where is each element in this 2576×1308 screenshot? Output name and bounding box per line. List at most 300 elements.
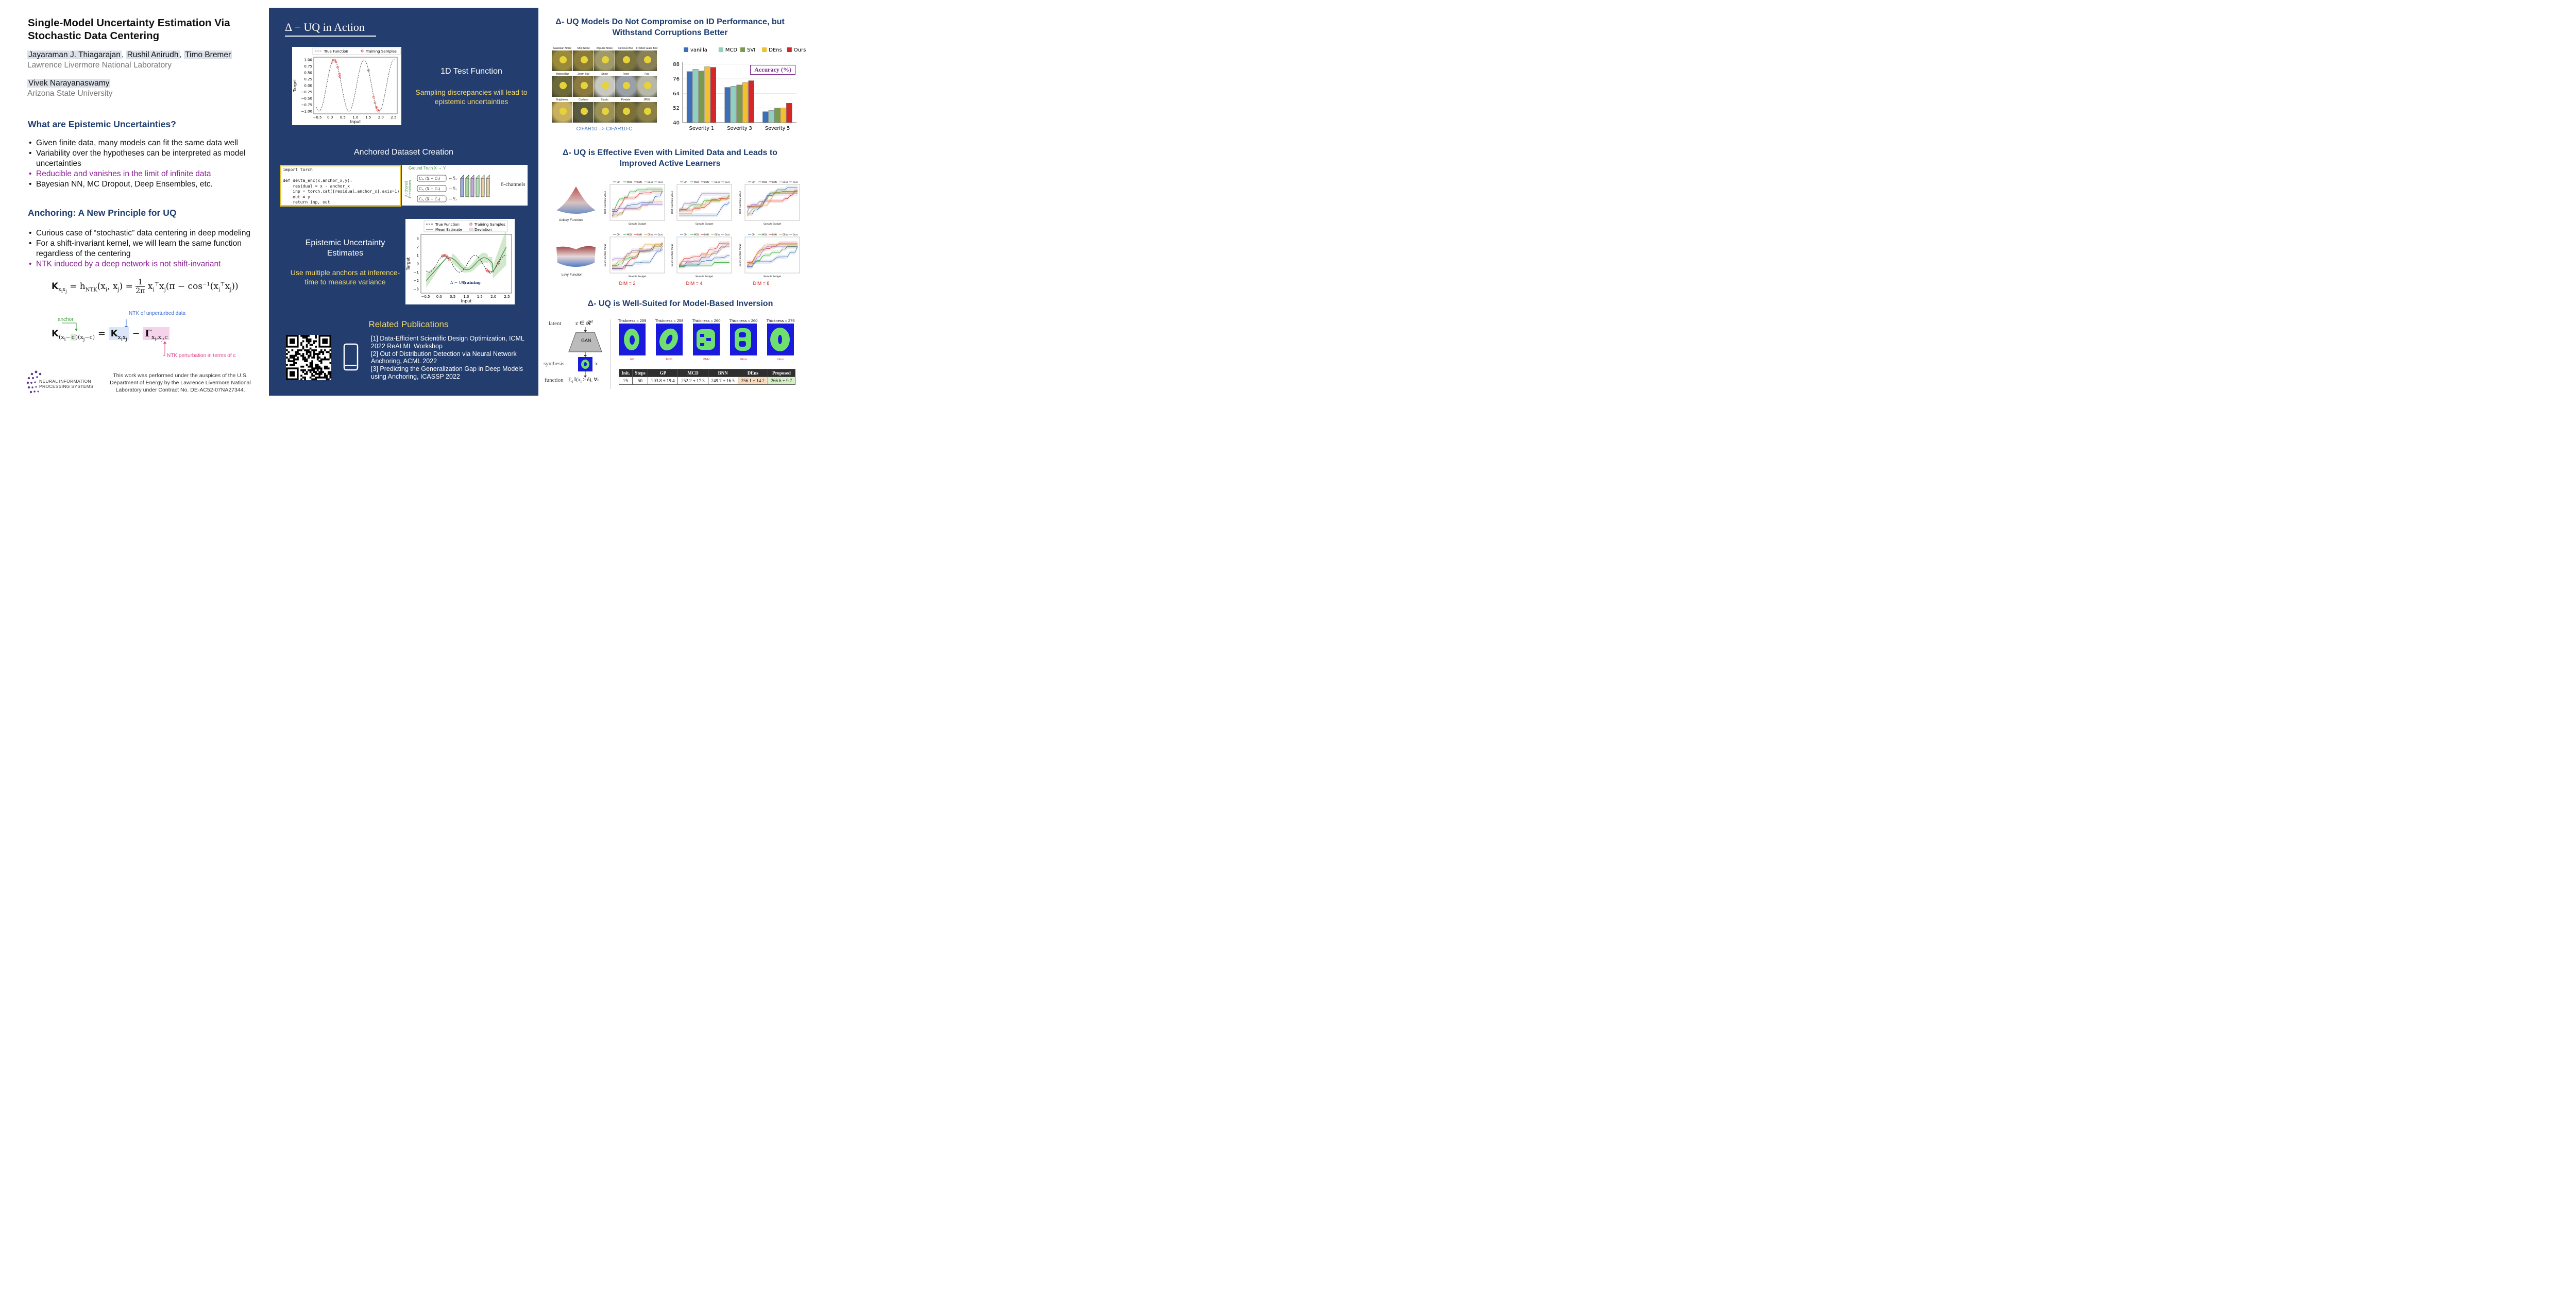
legend-label: MCD [725, 47, 738, 53]
bar [731, 86, 736, 123]
qr-module [288, 360, 290, 362]
qr-module [324, 359, 326, 361]
qr-module [317, 373, 319, 375]
qr-module [310, 338, 312, 341]
legend-train-label: Training Samples [366, 49, 397, 54]
corruption-label: Pixelate [621, 98, 631, 101]
qr-module [326, 375, 328, 377]
section-heading-epistemic: What are Epistemic Uncertainties? [28, 119, 176, 129]
bar [693, 69, 699, 123]
qr-module [293, 362, 295, 364]
qr-module [328, 378, 330, 380]
qr-module [292, 360, 294, 362]
qr-module [300, 378, 302, 380]
qr-code-icon [286, 335, 331, 380]
table-cell: 256.1 ± 14.2 [738, 377, 768, 385]
qr-module [318, 371, 320, 373]
legend-label: Ours [793, 233, 798, 236]
y-tick-label: 64 [673, 91, 680, 97]
legend-swatch [719, 47, 723, 52]
qr-module [322, 359, 324, 361]
inv-function-formula: $\sum_i$ $𝕀(x_i > \delta)$, ∀i [568, 377, 599, 384]
legend-label: BNN [772, 181, 777, 183]
y-tick-label: −1.00 [301, 109, 312, 114]
thickness-label: Thickness = 276 [766, 318, 795, 323]
corruption-thumbnail [552, 102, 572, 123]
qr-module [306, 335, 308, 337]
active-learning-plot [603, 179, 667, 227]
x-tick-label: 0.5 [450, 295, 456, 299]
qr-module [311, 360, 313, 362]
qr-module [310, 348, 312, 350]
qr-module [295, 362, 297, 364]
method-label: BNN [703, 358, 709, 361]
ackley-surface-icon [555, 184, 597, 217]
latent-space-label: z ∈ 𝓡$^d$ [575, 319, 593, 327]
corruption-thumbnail [573, 76, 594, 97]
heading-underline [285, 36, 376, 37]
qr-module [310, 353, 312, 355]
anchoring-bullets [29, 228, 261, 269]
corruption-label: Snow [601, 73, 608, 76]
legend-label: DEns [715, 181, 720, 183]
legend-dev-patch [469, 228, 473, 231]
digit-shape [656, 324, 683, 355]
test-function-title: 1D Test Function [440, 67, 502, 76]
uncertainty-plot [405, 219, 515, 304]
table-header: BNN [708, 369, 738, 377]
y-tick-label: −0.25 [301, 90, 312, 94]
qr-module [328, 373, 330, 375]
legend-dev-label: Deviation [474, 228, 492, 232]
author-2[interactable]: Rushil Anirudh [127, 50, 179, 59]
qr-module [302, 366, 304, 368]
qr-module [320, 373, 323, 375]
legend-true-label: True Function [324, 49, 348, 54]
table-header: MCD [678, 369, 708, 377]
qr-module [326, 359, 328, 361]
ackley-label: Ackley Function [559, 218, 583, 222]
qr-module [295, 355, 297, 357]
table-header: Init. [619, 369, 633, 377]
y-axis-label: Best Function Value [671, 191, 674, 214]
qr-module [304, 349, 306, 351]
corruption-thumbnail [552, 76, 572, 97]
qr-code[interactable] [286, 335, 331, 380]
svg-text:C₂, (X − C₂): C₂, (X − C₂) [419, 187, 440, 191]
qr-module [328, 351, 330, 353]
qr-module [311, 375, 313, 377]
qr-module [313, 371, 315, 373]
code-snippet: import torch def delta_enc(x,anchor_x,y): residual = x - anchor_x inp = torch.cat([residual,anchor_x],axis=1) out = y return inp, out [280, 165, 401, 207]
legend-label: DEns [648, 181, 653, 183]
svg-text:→ Ŷ₃: → Ŷ₃ [449, 197, 457, 201]
qr-module [304, 377, 306, 379]
svg-text:→ Ŷ₂: → Ŷ₂ [449, 187, 457, 191]
y-tick-label: 1 [416, 253, 419, 258]
x-tick-label: Severity 1 [689, 126, 714, 131]
qr-module [313, 378, 315, 380]
corruption-label: Gaussian Noise [553, 47, 572, 50]
author-3[interactable]: Timo Bremer [185, 50, 231, 59]
legend-label: GP [617, 233, 620, 236]
qr-module [322, 371, 324, 373]
qr-module [308, 366, 310, 368]
qr-module [304, 356, 306, 359]
training-sample-point [485, 268, 487, 270]
x-axis-label: Input [461, 299, 472, 303]
legend-train-label: Training Samples [474, 223, 505, 227]
qr-module [320, 371, 323, 373]
inverted-digit-image [619, 324, 646, 355]
qr-module [310, 366, 312, 368]
qr-module [317, 353, 319, 355]
qr-module [329, 349, 331, 351]
qr-module [310, 344, 312, 346]
bullet: • Given finite data, many models can fit the same data well [29, 138, 261, 148]
affiliation-llnl: Lawrence Livermore National Laboratory [27, 61, 172, 70]
qr-finder [322, 338, 328, 344]
qr-module [311, 349, 313, 351]
corruption-thumbnail [573, 50, 594, 71]
inv-function-label: function [545, 377, 564, 383]
qr-module [300, 335, 302, 337]
legend-label: Ours [793, 47, 806, 53]
training-tag: Training [462, 280, 481, 285]
active-learning-plot [603, 232, 667, 279]
x-tick-label: 0.0 [327, 115, 333, 120]
qr-finder [290, 371, 295, 377]
corruption-thumbnail [594, 50, 615, 71]
qr-module [326, 351, 328, 353]
qr-module [306, 364, 308, 366]
qr-module [324, 377, 326, 379]
qr-module [290, 356, 292, 359]
y-tick-label: 40 [673, 120, 680, 126]
qr-module [306, 346, 308, 348]
y-axis-label: Best Function Value [604, 243, 607, 267]
corruption-label: JPEG [643, 98, 651, 101]
qr-module [328, 359, 330, 361]
bar [725, 88, 731, 123]
legend-label: Ours [725, 233, 730, 236]
qr-module [300, 355, 302, 357]
qr-module [304, 369, 306, 371]
x-axis-label: Sample Budget [763, 276, 782, 278]
x-tick-label: 1.5 [365, 115, 371, 120]
qr-module [288, 351, 290, 353]
qr-module [304, 335, 306, 337]
x-tick-label: Severity 3 [727, 126, 752, 131]
qr-module [306, 373, 308, 375]
ntk-unperturbed-annotation: NTK of unperturbed data [129, 311, 186, 316]
qr-module [317, 377, 319, 379]
delta-uq-tag: Δ − UQ [450, 280, 465, 285]
bullet: • Variability over the hypotheses can be interpreted as model uncertainties [29, 148, 261, 169]
qr-module [306, 344, 308, 346]
qr-module [304, 360, 306, 362]
qr-module [310, 355, 312, 357]
y-tick-label: 0 [416, 262, 419, 266]
qr-module [310, 364, 312, 366]
legend-label: Ours [725, 181, 730, 183]
legend-label: BNN [637, 181, 642, 183]
qr-module [297, 359, 299, 361]
qr-module [306, 353, 308, 355]
y-tick-label: 1.00 [304, 58, 312, 62]
qr-module [299, 349, 301, 351]
qr-module [318, 367, 320, 369]
legend-label: MCD [762, 181, 767, 183]
qr-module [318, 377, 320, 379]
bar [699, 71, 704, 123]
x-axis-label: Sample Budget [695, 223, 714, 226]
epistemic-bullets [29, 138, 261, 190]
active-learning-plot [738, 179, 802, 227]
qr-module [308, 369, 310, 371]
bullet: • Curious case of “stochastic” data centering in deep modeling [29, 228, 261, 239]
qr-module [317, 369, 319, 371]
inverted-digit-image [656, 324, 683, 355]
corruption-thumbnail [615, 102, 636, 123]
qr-module [304, 337, 306, 339]
y-tick-label: 52 [673, 106, 680, 112]
publication-item[interactable]: [3] Predicting the Generalization Gap in Deep Models using Anchoring, ICASSP 2022 [371, 365, 523, 380]
right-heading-3: Δ- UQ is Well-Suited for Model-Based Inversion [587, 299, 773, 308]
qr-finder [290, 338, 295, 344]
qr-module [324, 356, 326, 359]
legend-label: DEns [783, 181, 788, 183]
x-tick-label: 2.5 [391, 115, 397, 120]
y-axis-label: Best Function Value [739, 243, 742, 267]
bar [774, 108, 780, 123]
qr-module [292, 349, 294, 351]
legend-swatch [740, 47, 745, 52]
qr-module [320, 359, 323, 361]
epistemic-desc: Use multiple anchors at inference-time to measure variance [290, 268, 400, 286]
ntk-equation: $K_{x_ix_j} = h_{NTK}(x_i$, $x_j$) = $\frac{1}{2\pi}$ $x_i^⊤x_j(\pi - \cos^{-1}(x_i^⊤x_j))$ [52, 278, 239, 295]
qr-module [317, 359, 319, 361]
legend-mean-label: Mean Estimate [435, 228, 463, 232]
corruption-thumbnail [615, 50, 636, 71]
y-tick-label: 0.75 [304, 64, 312, 69]
anchored-diagram [402, 165, 528, 206]
publication-item[interactable]: [1] Data-Efficient Scientific Design Optimization, ICML 2022 ReALML Workshop [371, 335, 524, 350]
svg-text:C₁, (X − C₁): C₁, (X − C₁) [419, 177, 440, 181]
qr-module [329, 373, 331, 375]
inv-synthesis-label: synthesis [544, 361, 565, 367]
qr-module [311, 364, 313, 366]
qr-module [292, 356, 294, 359]
bullet-highlight: • Reducible and vanishes in the limit of infinite data [29, 169, 261, 179]
qr-module [308, 338, 310, 341]
levy-label: Levy Function [562, 273, 583, 277]
qr-module [313, 353, 315, 355]
qr-module [315, 349, 317, 351]
bar [710, 67, 716, 123]
qr-module [315, 367, 317, 369]
qr-module [300, 369, 302, 371]
qr-module [315, 353, 317, 355]
qr-module [315, 373, 317, 375]
legend-label: GP [752, 233, 755, 236]
publication-item[interactable]: [2] Out of Distribution Detection via Neural Network Anchoring, ACML 2022 [371, 350, 517, 365]
qr-module [318, 375, 320, 377]
legend-swatch [787, 47, 792, 52]
x-tick-label: −0.5 [421, 295, 430, 299]
method-label: DEns [740, 358, 747, 361]
qr-module [324, 349, 326, 351]
qr-module [306, 349, 308, 351]
qr-module [329, 375, 331, 377]
affiliation-asu: Arizona State University [27, 89, 113, 98]
corruption-thumbnail [636, 102, 657, 123]
x-axis-label: Sample Budget [628, 276, 647, 278]
corruption-label: Elastic [601, 98, 608, 101]
author-1[interactable]: Jayaraman J. Thiagarajan [28, 50, 121, 59]
qr-module [315, 364, 317, 366]
corruption-label: Contrast [579, 98, 588, 101]
author-4[interactable]: Vivek Narayanaswamy [28, 79, 110, 88]
x-tick-label: 1.0 [463, 295, 469, 299]
y-tick-label: 76 [673, 76, 680, 82]
corruption-label: Zoom Blur [577, 73, 590, 76]
publications-title: Related Publications [368, 319, 449, 329]
dim-label: DIM = 2 [619, 281, 636, 286]
qr-module [313, 375, 315, 377]
ntk-perturbation-annotation: NTK perturbation in terms of c [167, 353, 236, 359]
table-header: Steps [632, 369, 648, 377]
table-header: Proposed [768, 369, 795, 377]
inversion-results-table [619, 369, 795, 385]
qr-module [318, 373, 320, 375]
uncertainty-plot-svg [405, 219, 515, 304]
qr-module [308, 351, 310, 353]
qr-module [315, 346, 317, 348]
bar [737, 85, 742, 123]
qr-module [311, 356, 313, 359]
y-axis-label: Best Function Value [671, 243, 674, 267]
method-label: Ours [777, 358, 784, 361]
x-axis-label: Sample Budget [628, 223, 647, 226]
paper-title: Single-Model Uncertainty Estimation Via Stochastic Data Centering [28, 17, 230, 42]
qr-module [302, 337, 304, 339]
qr-module [302, 359, 304, 361]
qr-module [300, 344, 302, 346]
thickness-label: Thickness = 258 [655, 318, 684, 323]
bar [705, 66, 710, 123]
qr-module [302, 371, 304, 373]
corruption-label: Fog [645, 73, 649, 76]
qr-module [306, 337, 308, 339]
digit-shape [693, 324, 720, 355]
qr-module [328, 367, 330, 369]
corruption-label: Frost [622, 73, 629, 76]
active-learning-plot [670, 232, 734, 279]
inversion-divider [610, 319, 611, 389]
x-tick-label: 1.0 [352, 115, 359, 120]
table-cell: 266.6 ± 9.7 [768, 377, 795, 385]
publications-list [371, 335, 528, 381]
right-heading-2: Δ- UQ is Effective Even with Limited Data and Leads to Improved Active Learners [563, 148, 777, 168]
qr-module [315, 337, 317, 339]
qr-module [300, 366, 302, 368]
qr-module [313, 355, 315, 357]
y-tick-label: −2 [413, 279, 419, 283]
y-tick-label: 0.00 [304, 83, 312, 88]
qr-module [288, 359, 290, 361]
qr-module [324, 373, 326, 375]
x-axis-label: Sample Budget [763, 223, 782, 226]
qr-module [311, 378, 313, 380]
qr-module [290, 364, 292, 366]
legend-label: Ours [793, 181, 798, 183]
qr-module [293, 360, 295, 362]
bar [687, 72, 692, 123]
qr-module [326, 367, 328, 369]
qr-module [295, 353, 297, 355]
qr-module [290, 360, 292, 362]
qr-module [308, 335, 310, 337]
bar [781, 108, 786, 123]
legend-label: MCD [627, 233, 632, 236]
y-axis-label: Best Function Value [739, 191, 742, 214]
ground-truth-label: Ground Truth X → Y [409, 166, 446, 171]
qr-module [326, 378, 328, 380]
qr-module [317, 355, 319, 357]
qr-module [315, 366, 317, 368]
x-tick-label: 2.0 [378, 115, 384, 120]
corruption-thumbnail [573, 102, 594, 123]
x-axis-label: Sample Budget [695, 276, 714, 278]
bar [769, 110, 774, 123]
x-tick-label: 2.0 [490, 295, 497, 299]
x-tick-label: 1.5 [477, 295, 483, 299]
qr-module [313, 349, 315, 351]
qr-module [297, 349, 299, 351]
qr-module [308, 341, 310, 343]
method-label: GP [630, 358, 634, 361]
qr-module [315, 378, 317, 380]
qr-module [320, 351, 323, 353]
corruption-grid [552, 47, 658, 123]
qr-module [329, 362, 331, 364]
section-heading-anchoring: Anchoring: A New Principle for UQ [28, 208, 177, 218]
legend-label: BNN [704, 233, 709, 236]
qr-module [306, 371, 308, 373]
thickness-label: Thickness = 260 [729, 318, 758, 323]
qr-module [318, 356, 320, 359]
qr-module [308, 355, 310, 357]
qr-module [317, 367, 319, 369]
legend-label: GP [684, 233, 687, 236]
legend-label: MCD [627, 181, 632, 183]
anchored-ntk-equation: $K_{(x_i- c )(x_j-c)} = K_{x_ix_j} - \Gamma_{x_i,x_j,c}$ [52, 328, 170, 342]
corruption-thumbnail [594, 102, 615, 123]
corruption-label: Frosted Glass Blur [636, 47, 658, 50]
qr-module [320, 369, 323, 371]
qr-module [326, 366, 328, 368]
author-4-wrap [27, 79, 110, 88]
acknowledgement: This work was performed under the auspices of the U.S. Department of Energy by the Lawrence Livermore National Laboratory under Contract No. DE-AC52-07NA27344. [110, 372, 251, 393]
qr-module [311, 369, 313, 371]
anchored-dataset-title: Anchored Dataset Creation [354, 148, 453, 157]
inv-latent-label: latent [549, 320, 562, 327]
qr-module [286, 356, 288, 359]
channels-label: 6-channels [501, 181, 526, 188]
qr-module [313, 367, 315, 369]
legend-label: BNN [704, 181, 709, 183]
